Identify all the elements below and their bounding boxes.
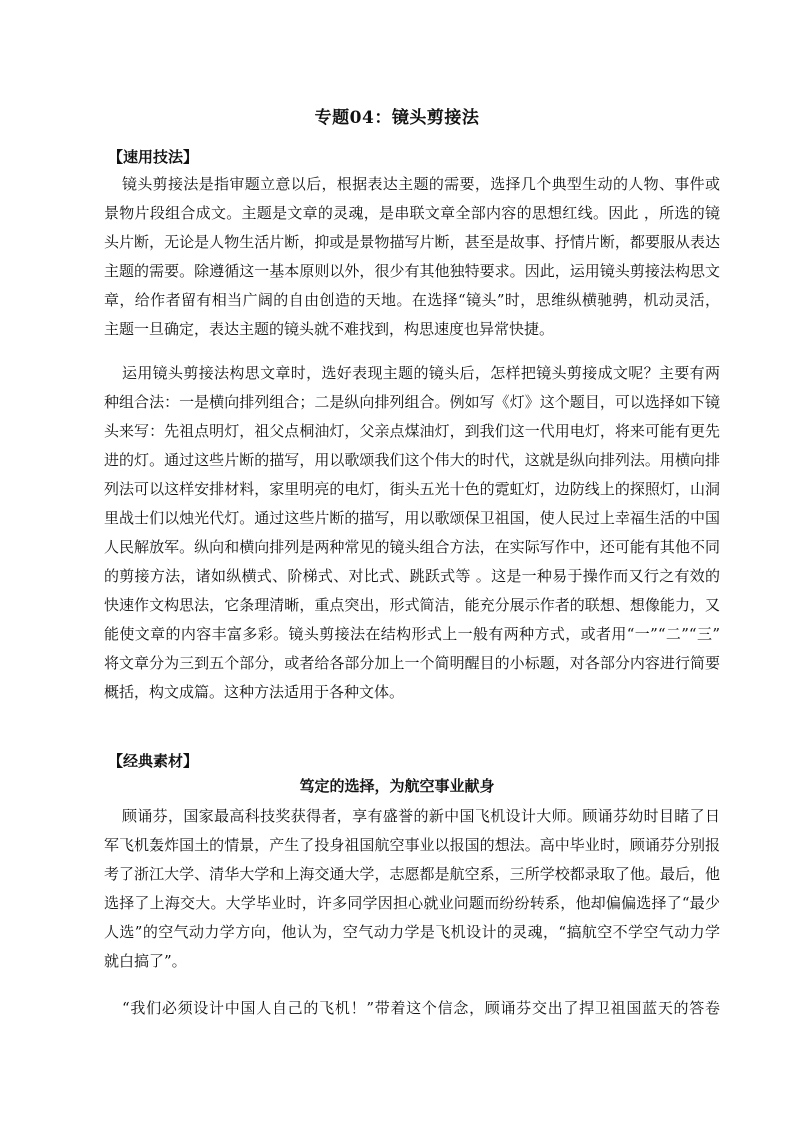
- paragraph-line: 快速作文构思法，它条理清晰，重点突出，形式简洁，能充分展示作者的联想、想像能力，又: [104, 596, 720, 614]
- paragraph-line: 概括，构文成篇。这种方法适用于各种文体。: [104, 683, 405, 701]
- paragraph-1: [104, 170, 720, 344]
- paragraph-line: 头来写：先祖点明灯，祖父点桐油灯，父亲点煤油灯，到我们这一代用电灯，将来可能有更先: [104, 422, 720, 440]
- paragraph-line: 军飞机轰炸国土的情景，产生了投身祖国航空事业以报国的想法。高中毕业时，顾诵芬分别报: [104, 836, 720, 854]
- paragraph-line: 考了浙江大学、清华大学和上海交通大学，志愿都是航空系，三所学校都录取了他。最后，他: [104, 865, 720, 883]
- paragraph-line: 顾诵芬，国家最高科技奖获得者，享有盛誉的新中国飞机设计大师。顾诵芬幼时目睹了日: [122, 807, 720, 825]
- material-subtitle: 笃定的选择，为航空事业献身: [299, 777, 495, 795]
- paragraph-line: 人选”的空气动力学方向，他认为，空气动力学是飞机设计的灵魂，“搞航空不学空气动力学: [104, 923, 720, 941]
- paragraph-3: [104, 802, 720, 976]
- paragraph-line: 就白搞了”。: [104, 952, 187, 970]
- section-heading-materials: 【经典素材】: [108, 752, 199, 770]
- paragraph-line: 里战士们以烛光代灯。通过这些片断的描写，用以歌颂保卫祖国，使人民过上幸福生活的中国: [104, 509, 720, 527]
- section-heading-techniques: 【速用技法】: [108, 148, 199, 166]
- paragraph-line: 列法可以这样安排材料，家里明亮的电灯，街头五光十色的霓虹灯，边防线上的探照灯，山洞: [104, 480, 720, 498]
- paragraph-line: 运用镜头剪接法构思文章时，选好表现主题的镜头后，怎样把镜头剪接成文呢？主要有两: [122, 364, 720, 382]
- paragraph-line: 将文章分为三到五个部分，或者给各部分加上一个简明醒目的小标题，对各部分内容进行简要: [104, 654, 720, 672]
- document-title: 专题04：镜头剪接法: [314, 108, 480, 128]
- paragraph-line: 头片断，无论是人物生活片断，抑或是景物描写片断，甚至是故事、抒情片断，都要服从表达: [104, 233, 720, 251]
- paragraph-line: 主题一旦确定，表达主题的镜头就不难找到，构思速度也异常快捷。: [104, 320, 555, 338]
- paragraph-line: 的剪接方法，诸如纵横式、阶梯式、对比式、跳跃式等 。这是一种易于操作而又行之有效的: [104, 567, 720, 585]
- paragraph-line: 选择了上海交大。大学毕业时，许多同学因担心就业问题而纷纷转系，他却偏偏选择了“最少: [104, 894, 720, 912]
- paragraph-line: 镜头剪接法是指审题立意以后，根据表达主题的需要，选择几个典型生动的人物、事件或: [122, 175, 720, 193]
- paragraph-line: 景物片段组合成文。主题是文章的灵魂，是串联文章全部内容的思想红线。因此 ，所选的镜: [104, 204, 720, 222]
- paragraph-line: 主题的需要。除遵循这一基本原则以外，很少有其他独特要求。因此，运用镜头剪接法构思文: [104, 262, 720, 280]
- paragraph-line: “我们必须设计中国人自己的飞机！”带着这个信念，顾诵芬交出了捍卫祖国蓝天的答卷: [122, 999, 720, 1017]
- paragraph-line: 能使文章的内容丰富多彩。镜头剪接法在结构形式上一般有两种方式，或者用“一”“二”“三”: [104, 625, 720, 643]
- paragraph-line: 种组合法：一是横向排列组合；二是纵向排列组合。例如写《灯》这个题目，可以选择如下镜: [104, 393, 720, 411]
- paragraph-2: [104, 359, 720, 707]
- paragraph-line: 人民解放军。纵向和横向排列是两种常见的镜头组合方法，在实际写作中，还可能有其他不同: [104, 538, 720, 556]
- paragraph-4: [104, 994, 720, 1023]
- paragraph-line: 章，给作者留有相当广阔的自由创造的天地。在选择“镜头”时，思维纵横驰骋，机动灵活，: [104, 291, 720, 309]
- paragraph-line: 进的灯。通过这些片断的描写，用以歌颂我们这个伟大的时代，这就是纵向排列法。用横向排: [104, 451, 720, 469]
